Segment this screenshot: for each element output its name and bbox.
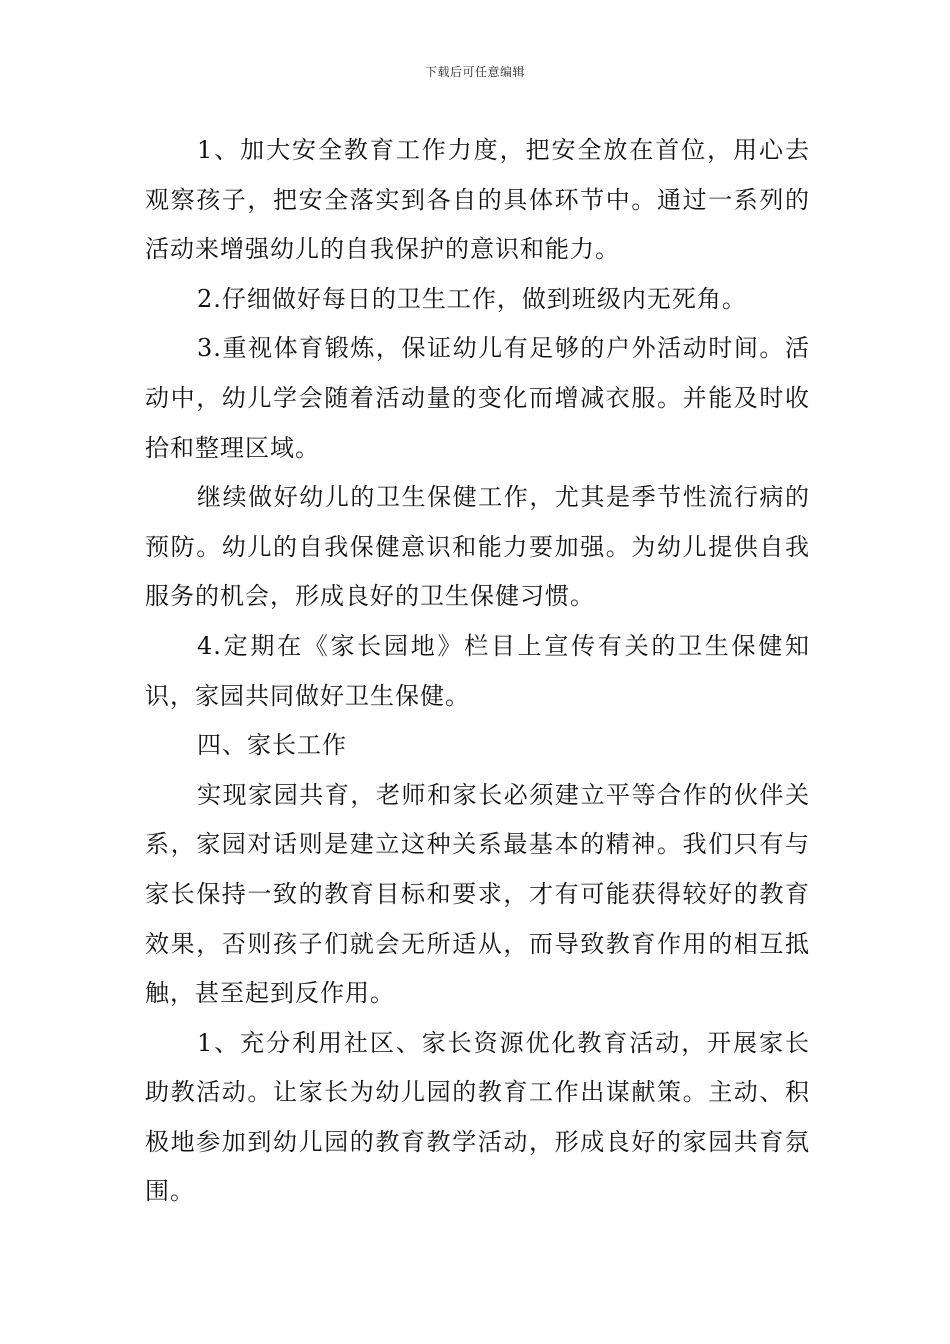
paragraph-parent-board: 4.定期在《家长园地》栏目上宣传有关的卫生保健知识，家园共同做好卫生保健。: [145, 631, 810, 710]
paragraph-health-care: 继续做好幼儿的卫生保健工作，尤其是季节性流行病的预防。幼儿的自我保健意识和能力要加强。为幼儿提供自我服务的机会，形成良好的卫生保健习惯。: [145, 483, 810, 611]
paragraph-daily-hygiene: 2.仔细做好每日的卫生工作，做到班级内无死角。: [197, 284, 747, 313]
document-body: [145, 126, 810, 1217]
paragraph-safety-education: 1、加大安全教育工作力度，把安全放在首位，用心去观察孩子，把安全落实到各自的具体环节中。通过一系列的活动来增强幼儿的自我保护的意识和能力。: [145, 136, 810, 264]
page-header-note: 下载后可任意编辑: [424, 65, 525, 79]
paragraph-physical-exercise: 3.重视体育锻炼，保证幼儿有足够的户外活动时间。活动中，幼儿学会随着活动量的变化而增减衣服。并能及时收拾和整理区域。: [145, 334, 810, 462]
paragraph-home-school-cooperation: 实现家园共育，老师和家长必须建立平等合作的伙伴关系，家园对话则是建立这种关系最基本的精神。我们只有与家长保持一致的教育目标和要求，才有可能获得较好的教育效果，否则孩子们就会无所适从，而导致教育作用的相互抵触，甚至起到反作用。: [145, 780, 810, 1008]
section-heading-parent-work: 四、家长工作: [197, 731, 347, 760]
paragraph-community-resources: 1、充分利用社区、家长资源优化教育活动，开展家长助教活动。让家长为幼儿园的教育工作出谋献策。主动、积极地参加到幼儿园的教育教学活动，形成良好的家园共育氛围。: [145, 1028, 810, 1206]
